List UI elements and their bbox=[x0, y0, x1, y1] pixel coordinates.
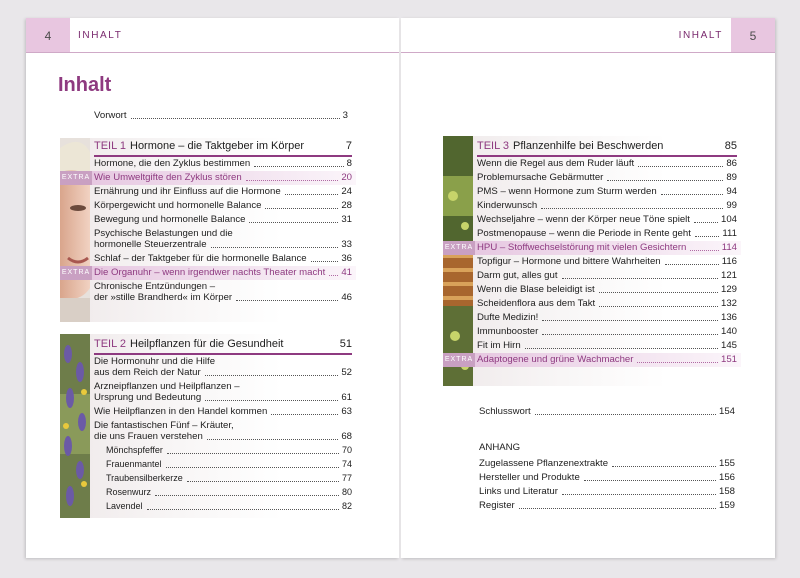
entry-page: 121 bbox=[720, 270, 737, 281]
teil2-entry-list bbox=[94, 356, 352, 518]
toc-entry[interactable] bbox=[479, 500, 735, 514]
entry-title: Dufte Medizin! bbox=[477, 312, 539, 323]
entry-title: Topfigur – Hormone und bittere Wahrheiten bbox=[477, 256, 661, 267]
entry-page: 159 bbox=[718, 500, 735, 511]
toc-entry[interactable] bbox=[477, 298, 737, 312]
entry-page: 74 bbox=[341, 459, 352, 469]
toc-entry[interactable] bbox=[477, 270, 737, 284]
toc-entry[interactable] bbox=[94, 281, 352, 306]
left-page bbox=[26, 18, 399, 558]
left-page-header bbox=[26, 18, 399, 53]
teil3-page: 85 bbox=[724, 140, 737, 152]
entry-title-line2: Ursprung und Bedeutung bbox=[94, 392, 202, 403]
toc-entry[interactable] bbox=[477, 284, 737, 298]
entry-title: Kinderwunsch bbox=[477, 200, 538, 211]
entry-page: 114 bbox=[721, 242, 737, 253]
entry-page: 41 bbox=[341, 267, 352, 278]
page-title: Inhalt bbox=[58, 74, 112, 96]
entry-page: 154 bbox=[718, 406, 735, 417]
entry-title: Darm gut, alles gut bbox=[477, 270, 558, 281]
extra-tag: EXTRA bbox=[443, 241, 475, 255]
toc-extra-entry[interactable] bbox=[61, 172, 352, 186]
schlusswort-entry[interactable] bbox=[479, 406, 735, 420]
toc-entry[interactable] bbox=[94, 186, 352, 200]
entry-page: 61 bbox=[341, 392, 352, 403]
toc-entry[interactable] bbox=[477, 312, 737, 326]
entry-title: Schlaf – der Taktgeber für die hormonelle Balance bbox=[94, 253, 307, 264]
entry-page: 77 bbox=[341, 473, 352, 483]
toc-extra-entry[interactable] bbox=[444, 354, 737, 368]
entry-page: 46 bbox=[341, 292, 352, 303]
entry-page: 24 bbox=[341, 186, 352, 197]
entry-page: 36 bbox=[341, 253, 352, 264]
entry-page: 86 bbox=[726, 158, 737, 169]
entry-page: 156 bbox=[718, 472, 735, 483]
entry-page: 33 bbox=[341, 239, 352, 250]
entry-title: Links und Literatur bbox=[479, 486, 558, 497]
entry-page: 140 bbox=[720, 326, 737, 337]
extra-tag: EXTRA bbox=[443, 353, 475, 367]
lavender-flowers-photo bbox=[60, 334, 90, 518]
entry-title: Die fantastischen Fünf – Kräuter, bbox=[94, 420, 234, 431]
herbs-photo bbox=[443, 136, 473, 386]
entry-title: Körpergewicht und hormonelle Balance bbox=[94, 200, 262, 211]
right-page-number: 5 bbox=[731, 18, 775, 52]
entry-page: 28 bbox=[341, 200, 352, 211]
entry-title: Frauenmantel bbox=[106, 459, 162, 469]
entry-title: Vorwort bbox=[94, 110, 127, 121]
entry-title: Immunbooster bbox=[477, 326, 539, 337]
entry-title: Die Organuhr – wenn irgendwer nachts Theater macht bbox=[94, 267, 326, 278]
toc-entry[interactable] bbox=[479, 472, 735, 486]
entry-title: Bewegung und hormonelle Balance bbox=[94, 214, 246, 225]
entry-page: 63 bbox=[341, 406, 352, 417]
toc-entry[interactable] bbox=[477, 256, 737, 270]
teil2-heading[interactable] bbox=[94, 338, 352, 355]
entry-title: Wechseljahre – wenn der Körper neue Töne spielt bbox=[477, 214, 690, 225]
entry-title: Scheidenflora aus dem Takt bbox=[477, 298, 596, 309]
entry-page: 151 bbox=[720, 354, 737, 365]
toc-entry[interactable] bbox=[477, 186, 737, 200]
entry-page: 132 bbox=[720, 298, 737, 309]
entry-page: 80 bbox=[341, 487, 352, 497]
entry-title: Traubensilberkerze bbox=[106, 473, 183, 483]
entry-page: 99 bbox=[726, 200, 737, 211]
toc-entry[interactable] bbox=[94, 253, 352, 267]
toc-subentry[interactable] bbox=[94, 501, 352, 515]
entry-page: 82 bbox=[341, 501, 352, 511]
toc-entry[interactable] bbox=[477, 200, 737, 214]
toc-entry[interactable] bbox=[479, 486, 735, 500]
teil1-entry-list bbox=[61, 158, 352, 322]
entry-page: 31 bbox=[341, 214, 352, 225]
entry-title: Hersteller und Produkte bbox=[479, 472, 580, 483]
toc-entry[interactable] bbox=[94, 200, 352, 214]
entry-title: HPU – Stoffwechselstörung mit vielen Gesichtern bbox=[477, 242, 687, 253]
left-running-header: INHALT bbox=[78, 30, 123, 41]
vorwort-entry[interactable] bbox=[94, 110, 348, 124]
toc-entry[interactable] bbox=[94, 420, 352, 445]
left-page-number: 4 bbox=[26, 18, 70, 52]
entry-title: Wie Umweltgifte den Zyklus stören bbox=[94, 172, 242, 183]
toc-entry[interactable] bbox=[477, 228, 737, 242]
toc-extra-entry[interactable] bbox=[444, 242, 737, 256]
entry-title: Mönchspfeffer bbox=[106, 445, 163, 455]
toc-subentry[interactable] bbox=[94, 445, 352, 459]
entry-page: 104 bbox=[720, 214, 737, 225]
teil2-page: 51 bbox=[339, 338, 352, 350]
entry-page: 70 bbox=[341, 445, 352, 455]
entry-page: 116 bbox=[721, 256, 737, 267]
entry-title: Register bbox=[479, 500, 515, 511]
entry-page: 3 bbox=[342, 110, 348, 121]
entry-title: Hormone, die den Zyklus bestimmen bbox=[94, 158, 251, 169]
toc-entry[interactable] bbox=[94, 158, 352, 172]
anhang-heading: ANHANG bbox=[479, 442, 521, 453]
entry-page: 89 bbox=[726, 172, 737, 183]
entry-title: Zugelassene Pflanzenextrakte bbox=[479, 458, 609, 469]
entry-page: 155 bbox=[718, 458, 735, 469]
entry-title-line2: die uns Frauen verstehen bbox=[94, 431, 203, 442]
toc-entry[interactable] bbox=[94, 381, 352, 406]
teil3-entry-list bbox=[444, 158, 737, 384]
entry-title: Chronische Entzündungen – bbox=[94, 281, 216, 292]
entry-title-line2: aus dem Reich der Natur bbox=[94, 367, 201, 378]
toc-entry[interactable] bbox=[477, 326, 737, 340]
entry-page: 111 bbox=[722, 228, 737, 239]
toc-entry[interactable] bbox=[477, 158, 737, 172]
entry-title: Rosenwurz bbox=[106, 487, 152, 497]
entry-title-line2: hormonelle Steuerzentrale bbox=[94, 239, 207, 250]
teil1-title: Hormone – die Taktgeber im Körper bbox=[130, 140, 305, 152]
teil1-heading[interactable] bbox=[94, 140, 352, 157]
anhang-entry-list bbox=[479, 458, 735, 518]
entry-title: Psychische Belastungen und die bbox=[94, 228, 233, 239]
toc-entry[interactable] bbox=[94, 214, 352, 228]
entry-page: 145 bbox=[720, 340, 737, 351]
toc-extra-entry[interactable] bbox=[61, 267, 352, 281]
right-running-header: INHALT bbox=[678, 30, 723, 41]
entry-page: 158 bbox=[718, 486, 735, 497]
teil2-label: TEIL 2 bbox=[94, 338, 126, 350]
entry-title: Adaptogene und grüne Wachmacher bbox=[477, 354, 634, 365]
entry-title: Lavendel bbox=[106, 501, 143, 511]
toc-entry[interactable] bbox=[477, 340, 737, 354]
toc-entry[interactable] bbox=[477, 214, 737, 228]
teil3-title: Pflanzenhilfe bei Beschwerden bbox=[513, 140, 664, 152]
entry-title: PMS – wenn Hormone zum Sturm werden bbox=[477, 186, 657, 197]
entry-page: 136 bbox=[720, 312, 737, 323]
entry-page: 94 bbox=[726, 186, 737, 197]
extra-tag: EXTRA bbox=[60, 171, 92, 185]
entry-title: Wie Heilpflanzen in den Handel kommen bbox=[94, 406, 268, 417]
right-page bbox=[401, 18, 775, 558]
right-page-header bbox=[401, 18, 775, 53]
entry-title: Postmenopause – wenn die Periode in Rente geht bbox=[477, 228, 691, 239]
toc-entry[interactable] bbox=[94, 406, 352, 420]
extra-tag: EXTRA bbox=[60, 266, 92, 280]
teil3-heading[interactable] bbox=[477, 140, 737, 157]
toc-entry[interactable] bbox=[477, 172, 737, 186]
toc-subentry[interactable] bbox=[94, 459, 352, 473]
entry-page: 20 bbox=[341, 172, 352, 183]
toc-subentry[interactable] bbox=[94, 473, 352, 487]
toc-subentry[interactable] bbox=[94, 487, 352, 501]
entry-page: 52 bbox=[341, 367, 352, 378]
entry-title-line2: der »stille Brandherd« im Körper bbox=[94, 292, 233, 303]
entry-page: 68 bbox=[341, 431, 352, 442]
entry-title: Wenn die Regel aus dem Ruder läuft bbox=[477, 158, 635, 169]
entry-title: Fit im Hirn bbox=[477, 340, 521, 351]
toc-entry[interactable] bbox=[94, 228, 352, 253]
teil2-title: Heilpflanzen für die Gesundheit bbox=[130, 338, 284, 350]
teil1-page: 7 bbox=[345, 140, 352, 152]
entry-page: 129 bbox=[720, 284, 737, 295]
entry-title: Ernährung und ihr Einfluss auf die Hormone bbox=[94, 186, 281, 197]
entry-page: 8 bbox=[346, 158, 352, 169]
entry-title: Problemursache Gebärmutter bbox=[477, 172, 604, 183]
teil3-label: TEIL 3 bbox=[477, 140, 509, 152]
entry-title: Wenn die Blase beleidigt ist bbox=[477, 284, 595, 295]
woman-portrait-photo bbox=[60, 138, 90, 322]
toc-entry[interactable] bbox=[94, 356, 352, 381]
toc-entry[interactable] bbox=[479, 458, 735, 472]
teil1-label: TEIL 1 bbox=[94, 140, 126, 152]
entry-title: Schlusswort bbox=[479, 406, 531, 417]
entry-title: Arzneipflanzen und Heilpflanzen – bbox=[94, 381, 240, 392]
entry-title: Die Hormonuhr und die Hilfe bbox=[94, 356, 216, 367]
